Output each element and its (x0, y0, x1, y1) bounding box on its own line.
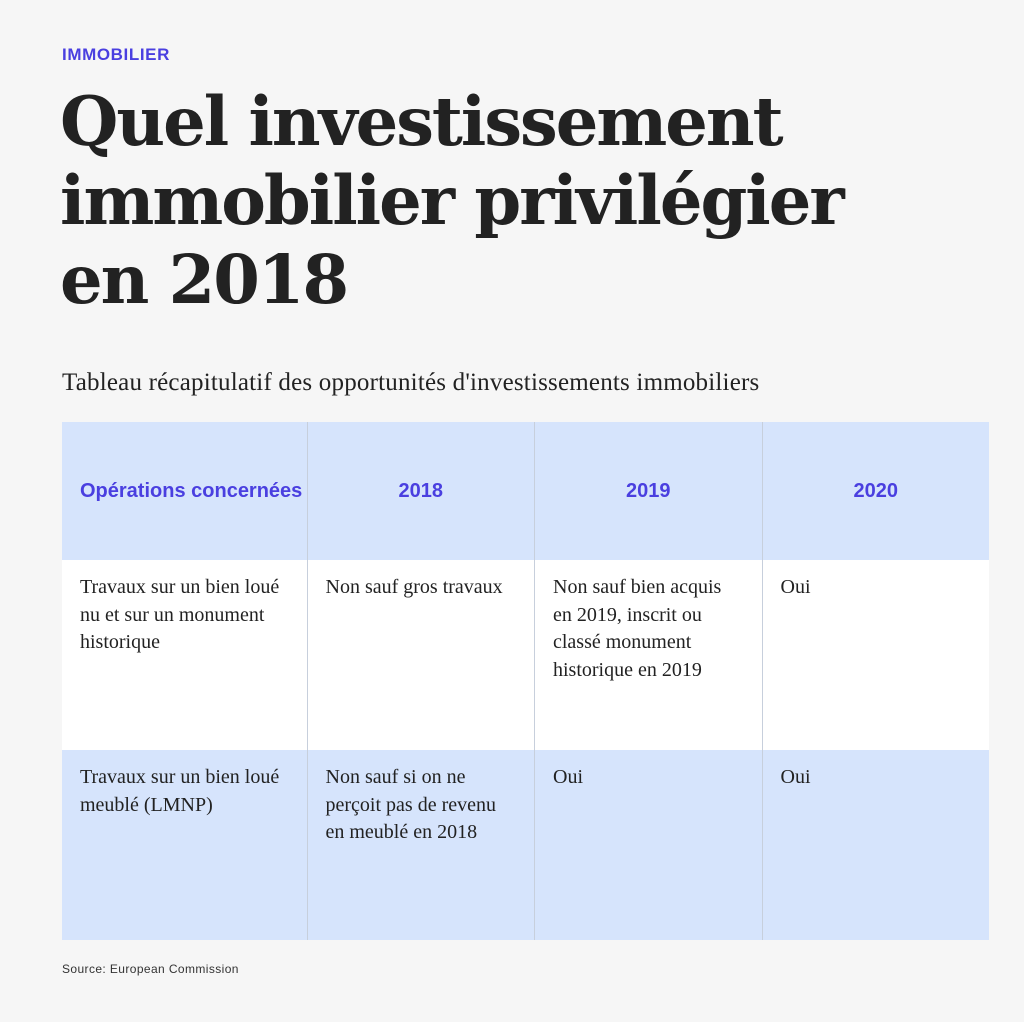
table-cell (307, 750, 535, 940)
table-cell (535, 750, 763, 940)
column-header-operations: Opérations concernées (62, 422, 307, 560)
table-cell (762, 560, 989, 750)
cell-text: Travaux sur un bien loué meublé (LMNP) (80, 766, 280, 816)
category-label: IMMOBILIER (62, 45, 170, 64)
table-cell (762, 750, 989, 940)
table-row (62, 750, 989, 940)
source-note: Source: European Commission (62, 962, 239, 976)
table-row (62, 560, 989, 750)
cell-text: Non sauf si on ne perçoit pas de revenu en meublé en 2018 (325, 766, 496, 843)
page-title (60, 82, 960, 319)
cell-text: Non sauf bien acquis en 2019, inscrit ou classé monument historique en 2019 (553, 576, 722, 681)
table-header-row (62, 422, 989, 560)
title-line-2: immobilier privilégier (60, 161, 843, 240)
column-header-2020: 2020 (762, 422, 989, 560)
table-cell (62, 750, 307, 940)
column-header-2018: 2018 (307, 422, 535, 560)
title-line-1: Quel investissement (60, 82, 782, 161)
cell-text: Travaux sur un bien loué nu et sur un monument historique (80, 576, 280, 653)
table-cell (535, 560, 763, 750)
table-cell (307, 560, 535, 750)
opportunities-table (62, 422, 989, 940)
column-header-2019: 2019 (535, 422, 763, 560)
table-caption: Tableau récapitulatif des opportunités d'investissements immobiliers (62, 369, 760, 396)
title-line-3: en 2018 (60, 240, 348, 319)
cell-text: Oui (553, 766, 583, 788)
table-cell (62, 560, 307, 750)
cell-text: Non sauf gros travaux (325, 576, 503, 598)
cell-text: Oui (780, 766, 811, 788)
cell-text: Oui (780, 576, 811, 598)
